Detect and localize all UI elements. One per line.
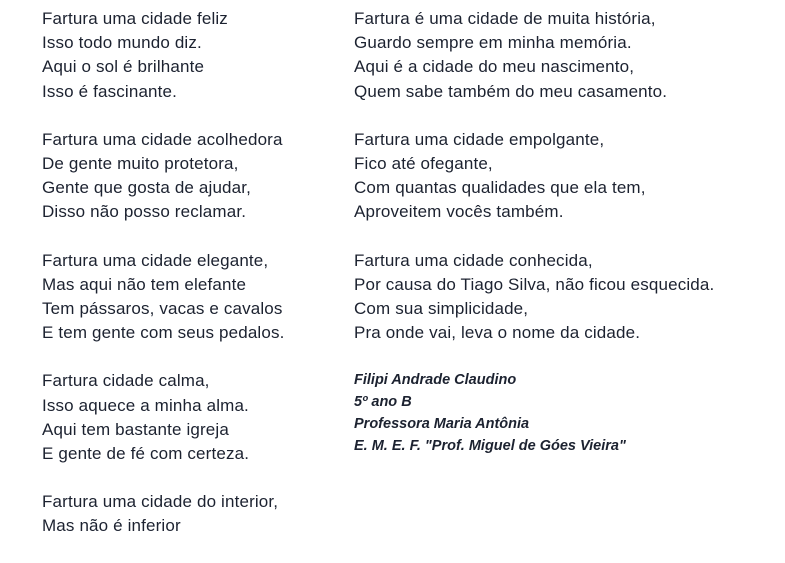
poem-line: Fartura uma cidade empolgante,	[354, 129, 605, 149]
poem-line: Disso não posso reclamar.	[42, 202, 247, 222]
author-name: Filipi Andrade Claudino	[354, 372, 517, 389]
poem-line: E tem gente com seus pedalos.	[42, 323, 285, 343]
poem-line: Mas aqui não tem elefante	[42, 274, 247, 294]
poem-line: Aproveitem vocês também.	[354, 202, 564, 222]
poem-line: Isso todo mundo diz.	[42, 33, 202, 53]
poem-line: E gente de fé com certeza.	[42, 444, 250, 464]
poem-line: Com quantas qualidades que ela tem,	[354, 178, 646, 198]
poem-line: Fartura uma cidade conhecida,	[354, 250, 593, 270]
poem-line: Por causa do Tiago Silva, não ficou esquecida.	[354, 274, 715, 294]
poem-line: Isso é fascinante.	[42, 81, 177, 101]
poem-line: Aqui é a cidade do meu nascimento,	[354, 57, 635, 77]
teacher-name: Professora Maria Antônia	[354, 416, 530, 433]
poem-line: De gente muito protetora,	[42, 154, 239, 174]
author-grade: 5º ano B	[354, 394, 412, 411]
poem-line: Guardo sempre em minha memória.	[354, 33, 632, 53]
poem-line: Isso aquece a minha alma.	[42, 395, 249, 415]
poem-line: Fico até ofegante,	[354, 154, 493, 174]
poem-line: Aqui tem bastante igreja	[42, 419, 229, 439]
poem-line: Mas não é inferior	[42, 516, 181, 536]
poem-line: Fartura é uma cidade de muita história,	[354, 9, 656, 28]
poem-line: Com sua simplicidade,	[354, 299, 529, 319]
stanza-3	[42, 249, 284, 346]
poem-right-column	[354, 7, 714, 457]
poem-line: Tem pássaros, vacas e cavalos	[42, 299, 283, 319]
stanza-1	[42, 7, 284, 104]
stanza-5	[42, 490, 284, 538]
poem-line: Fartura cidade calma,	[42, 371, 210, 391]
stanza-8	[354, 249, 714, 346]
stanza-4	[42, 369, 284, 466]
poem-line: Aqui o sol é brilhante	[42, 57, 205, 77]
stanza-2	[42, 128, 284, 225]
poem-line: Fartura uma cidade feliz	[42, 9, 228, 28]
school-name: E. M. E. F. "Prof. Miguel de Góes Vieira"	[354, 438, 626, 455]
stanza-7	[354, 128, 714, 225]
poem-left-column	[42, 7, 284, 563]
poem-line: Fartura uma cidade acolhedora	[42, 129, 283, 149]
author-signature	[354, 369, 714, 457]
poem-line: Quem sabe também do meu casamento.	[354, 81, 668, 101]
poem-line: Gente que gosta de ajudar,	[42, 178, 252, 198]
stanza-6	[354, 7, 714, 104]
poem-line: Fartura uma cidade elegante,	[42, 250, 269, 270]
poem-line: Fartura uma cidade do interior,	[42, 492, 279, 512]
poem-line: Pra onde vai, leva o nome da cidade.	[354, 323, 641, 343]
